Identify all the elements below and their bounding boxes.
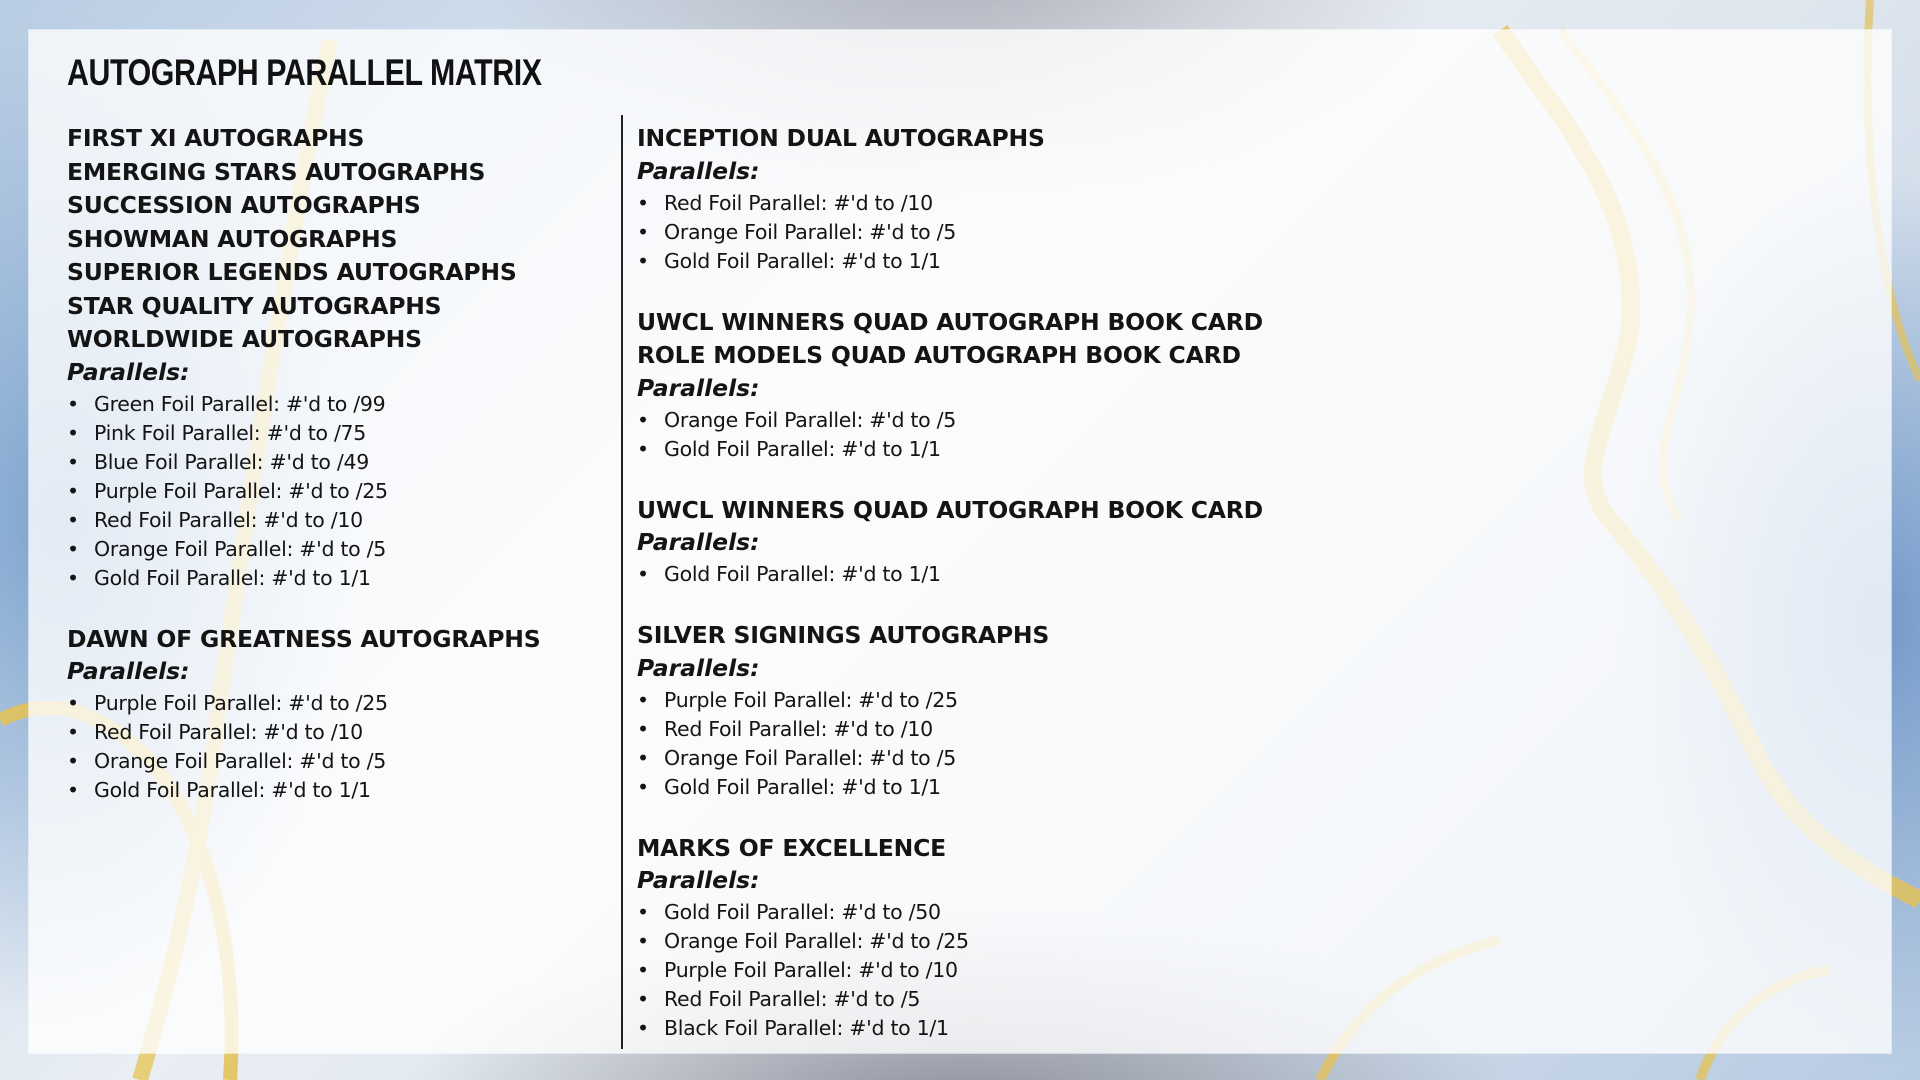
set-group (637, 619, 1357, 802)
parallel-item (67, 689, 587, 718)
parallels-label: Parallels: (637, 156, 760, 185)
parallel-text: Pink Foil Parallel: #'d to /75 (94, 420, 367, 445)
right-column (637, 122, 1357, 1073)
parallel-text: Red Foil Parallel: #'d to /10 (664, 190, 933, 215)
bullet-icon: • (637, 1016, 649, 1040)
bullet-icon: • (637, 436, 649, 461)
set-name: INCEPTION DUAL AUTOGRAPHS (637, 124, 1045, 152)
page-title: AUTOGRAPH PARALLEL MATRIX (67, 52, 542, 93)
parallel-text: Orange Foil Parallel: #'d to /5 (664, 407, 956, 432)
parallel-text: Red Foil Parallel: #'d to /10 (94, 720, 363, 744)
parallel-item (637, 956, 1357, 985)
parallel-text: Black Foil Parallel: #'d to 1/1 (664, 1016, 949, 1040)
parallel-item (67, 477, 587, 506)
set-group (67, 623, 587, 806)
parallel-text: Purple Foil Parallel: #'d to /25 (94, 691, 388, 715)
parallel-item (67, 419, 587, 448)
bullet-icon: • (637, 248, 649, 273)
parallel-item (67, 747, 587, 776)
bullet-icon: • (637, 929, 649, 953)
parallel-item (67, 506, 587, 535)
parallel-text: Orange Foil Parallel: #'d to /5 (94, 749, 386, 773)
set-name: SHOWMAN AUTOGRAPHS (67, 224, 398, 253)
parallels-list (637, 189, 1357, 276)
parallel-item (67, 448, 587, 477)
bullet-icon: • (637, 687, 649, 712)
set-name: SUPERIOR LEGENDS AUTOGRAPHS (67, 258, 517, 286)
set-name: DAWN OF GREATNESS AUTOGRAPHS (67, 624, 541, 653)
parallel-item (637, 435, 1357, 464)
parallel-text: Gold Foil Parallel: #'d to 1/1 (664, 774, 941, 799)
parallel-item (637, 686, 1357, 715)
parallels-label: Parallels: (67, 357, 190, 386)
parallel-text: Red Foil Parallel: #'d to /10 (664, 716, 933, 741)
set-group (67, 122, 587, 593)
parallels-label: Parallels: (637, 653, 760, 682)
parallel-item (637, 406, 1357, 435)
parallel-text: Orange Foil Parallel: #'d to /5 (94, 536, 386, 561)
bullet-icon: • (67, 536, 79, 561)
parallel-text: Blue Foil Parallel: #'d to /49 (94, 449, 369, 474)
parallel-text: Red Foil Parallel: #'d to /10 (94, 507, 363, 532)
set-group (637, 494, 1357, 590)
parallel-text: Red Foil Parallel: #'d to /5 (664, 987, 921, 1011)
set-name: ROLE MODELS QUAD AUTOGRAPH BOOK CARD (637, 341, 1241, 369)
bullet-icon: • (637, 190, 649, 215)
parallel-text: Orange Foil Parallel: #'d to /5 (664, 219, 956, 244)
parallel-item (637, 218, 1357, 247)
bullet-icon: • (67, 449, 79, 474)
bullet-icon: • (67, 478, 79, 503)
bullet-icon: • (637, 716, 649, 741)
parallel-item (637, 715, 1357, 744)
parallel-text: Orange Foil Parallel: #'d to /25 (664, 929, 969, 953)
parallel-text: Gold Foil Parallel: #'d to 1/1 (94, 565, 371, 590)
set-group (637, 832, 1357, 1044)
bullet-icon: • (67, 749, 79, 773)
parallels-label: Parallels: (637, 528, 760, 556)
bullet-icon: • (637, 774, 649, 799)
parallel-item (67, 564, 587, 593)
set-name: SUCCESSION AUTOGRAPHS (67, 191, 421, 219)
parallel-text: Purple Foil Parallel: #'d to /10 (664, 958, 958, 982)
bullet-icon: • (67, 507, 79, 532)
parallels-label: Parallels: (637, 373, 760, 402)
parallels-list (637, 686, 1357, 802)
parallel-text: Purple Foil Parallel: #'d to /25 (664, 687, 958, 712)
set-name: FIRST XI AUTOGRAPHS (67, 124, 365, 152)
bullet-icon: • (67, 720, 79, 744)
parallel-item (67, 390, 587, 419)
parallel-item (637, 1014, 1357, 1043)
set-name: WORLDWIDE AUTOGRAPHS (67, 325, 422, 353)
parallels-label: Parallels: (637, 866, 760, 894)
bullet-icon: • (637, 562, 649, 586)
parallels-list (67, 390, 587, 593)
parallel-text: Gold Foil Parallel: #'d to 1/1 (94, 778, 371, 802)
set-group (637, 122, 1357, 276)
column-divider (621, 115, 623, 1049)
set-name: MARKS OF EXCELLENCE (637, 833, 946, 862)
parallels-list (637, 898, 1357, 1043)
parallel-text: Gold Foil Parallel: #'d to 1/1 (664, 248, 941, 273)
parallel-text: Gold Foil Parallel: #'d to /50 (664, 900, 941, 924)
bullet-icon: • (637, 219, 649, 244)
parallel-item (637, 744, 1357, 773)
bullet-icon: • (67, 778, 79, 802)
bullet-icon: • (637, 987, 649, 1011)
parallel-item (67, 535, 587, 564)
parallel-text: Orange Foil Parallel: #'d to /5 (664, 745, 956, 770)
bullet-icon: • (67, 420, 79, 445)
left-column (67, 122, 587, 835)
parallel-item (67, 718, 587, 747)
parallels-list (637, 560, 1357, 589)
parallel-item (637, 189, 1357, 218)
parallel-text: Gold Foil Parallel: #'d to 1/1 (664, 436, 941, 461)
parallels-list (67, 689, 587, 805)
bullet-icon: • (67, 691, 79, 715)
parallel-item (637, 247, 1357, 276)
parallel-item (67, 776, 587, 805)
set-name: EMERGING STARS AUTOGRAPHS (67, 157, 486, 186)
bullet-icon: • (67, 565, 79, 590)
set-name: UWCL WINNERS QUAD AUTOGRAPH BOOK CARD (637, 495, 1263, 524)
set-name: SILVER SIGNINGS AUTOGRAPHS (637, 621, 1050, 649)
parallel-item (637, 898, 1357, 927)
set-group (637, 306, 1357, 464)
parallel-item (637, 985, 1357, 1014)
parallel-item (637, 773, 1357, 802)
bullet-icon: • (637, 900, 649, 924)
bullet-icon: • (637, 407, 649, 432)
parallels-list (637, 406, 1357, 464)
parallel-item (637, 560, 1357, 589)
parallel-item (637, 927, 1357, 956)
bullet-icon: • (67, 391, 79, 416)
bullet-icon: • (637, 958, 649, 982)
parallel-text: Purple Foil Parallel: #'d to /25 (94, 478, 388, 503)
set-name: STAR QUALITY AUTOGRAPHS (67, 291, 442, 320)
parallels-label: Parallels: (67, 657, 190, 685)
parallel-text: Gold Foil Parallel: #'d to 1/1 (664, 562, 941, 586)
set-name: UWCL WINNERS QUAD AUTOGRAPH BOOK CARD (637, 307, 1263, 336)
parallel-text: Green Foil Parallel: #'d to /99 (94, 391, 386, 416)
bullet-icon: • (637, 745, 649, 770)
